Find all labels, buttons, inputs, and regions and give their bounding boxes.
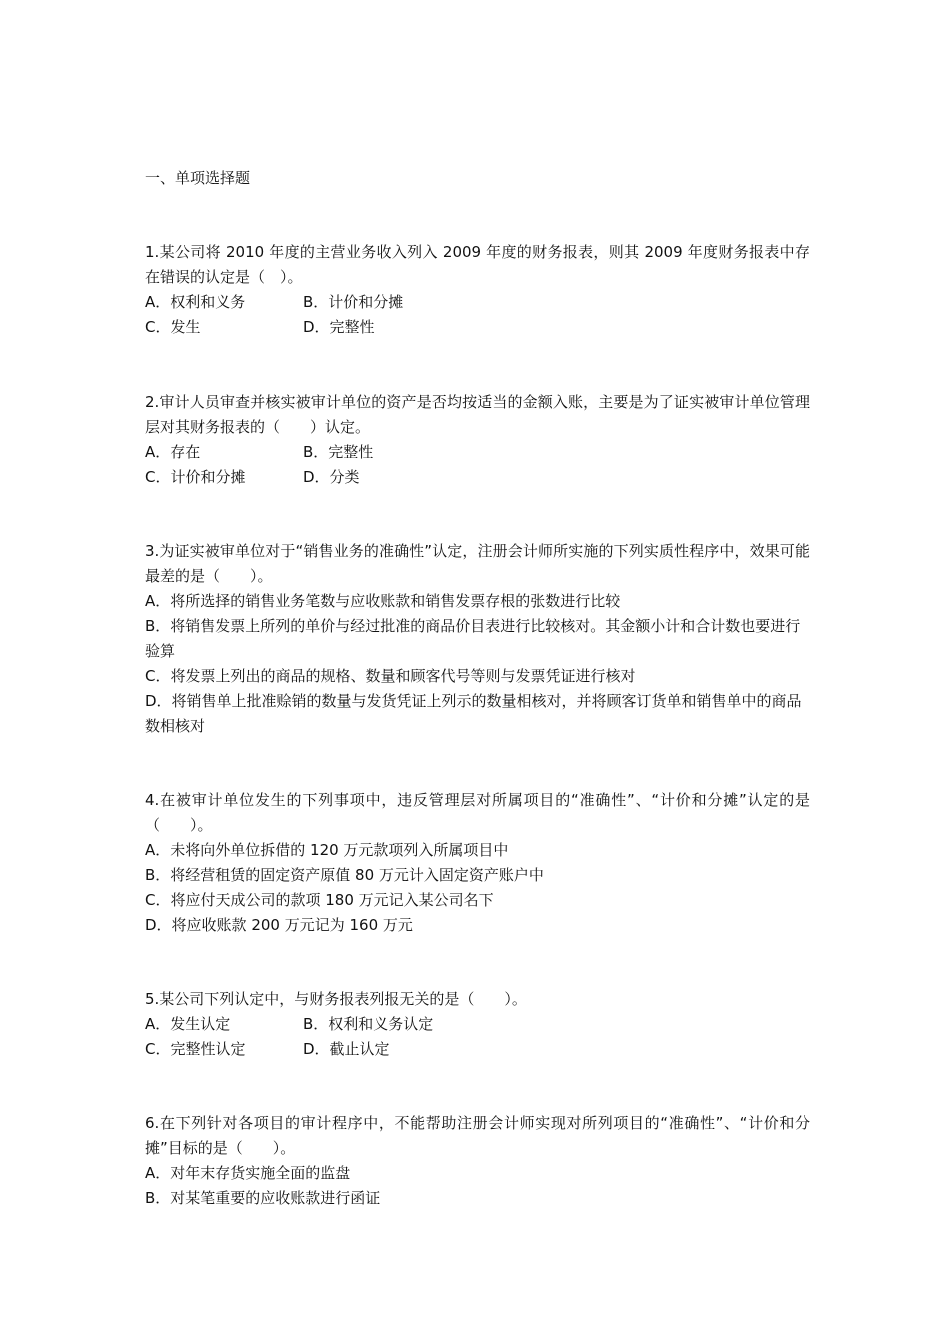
- option-a: A．发生认定: [145, 1015, 231, 1033]
- option-b: B．将经营租赁的固定资产原值 80 万元计入固定资产账户中: [145, 866, 544, 884]
- option-row: [145, 465, 810, 490]
- question-6: [145, 1111, 810, 1211]
- option-d: D．将应收账款 200 万元记为 160 万元: [145, 916, 413, 934]
- option-c: C．计价和分摊: [145, 468, 246, 486]
- question-3: [145, 539, 810, 739]
- section-title: 一、单项选择题: [145, 169, 251, 187]
- option-c: C．完整性认定: [145, 1040, 246, 1058]
- option-a: A．存在: [145, 443, 201, 461]
- question-4: [145, 788, 810, 938]
- option-d: D．将销售单上批准赊销的数量与发货凭证上列示的数量相核对，并将顾客订货单和销售单中的商品数相核对: [145, 692, 802, 735]
- option-a: A．权利和义务: [145, 293, 246, 311]
- question-stem: 1.某公司将 2010 年度的主营业务收入列入 2009 年度的财务报表，则其 2009 年度财务报表中存在错误的认定是（ ）。: [145, 243, 810, 286]
- option-b: B．完整性: [303, 443, 374, 461]
- option-a: A．将所选择的销售业务笔数与应收账款和销售发票存根的张数进行比较: [145, 592, 621, 610]
- option-row: [145, 1037, 810, 1062]
- option-a: A．未将向外单位拆借的 120 万元款项列入所属项目中: [145, 841, 509, 859]
- option-b: B．对某笔重要的应收账款进行函证: [145, 1189, 381, 1207]
- question-2: [145, 390, 810, 490]
- option-b: B．将销售发票上所列的单价与经过批准的商品价目表进行比较核对。其金额小计和合计数也要进行验算: [145, 617, 801, 660]
- option-b: B．计价和分摊: [303, 293, 404, 311]
- question-stem: 3.为证实被审单位对于“销售业务的准确性”认定，注册会计师所实施的下列实质性程序中，效果可能最差的是（ ）。: [145, 542, 810, 585]
- option-row: [145, 1012, 810, 1037]
- option-row: [145, 315, 810, 340]
- option-d: D．分类: [303, 468, 360, 486]
- option-b: B．权利和义务认定: [303, 1015, 434, 1033]
- option-c: C．发生: [145, 318, 201, 336]
- option-d: D．完整性: [303, 318, 375, 336]
- option-row: [145, 290, 810, 315]
- option-c: C．将发票上列出的商品的规格、数量和顾客代号等则与发票凭证进行核对: [145, 667, 636, 685]
- option-row: [145, 440, 810, 465]
- option-a: A．对年末存货实施全面的监盘: [145, 1164, 351, 1182]
- question-5: [145, 987, 810, 1062]
- question-1: [145, 240, 810, 340]
- question-stem: 4.在被审计单位发生的下列事项中，违反管理层对所属项目的“准确性”、“计价和分摊”认定的是（ ）。: [145, 791, 810, 834]
- question-stem: 5.某公司下列认定中，与财务报表列报无关的是（ ）。: [145, 990, 527, 1008]
- option-d: D．截止认定: [303, 1040, 390, 1058]
- question-stem: 2.审计人员审查并核实被审计单位的资产是否均按适当的金额入账，主要是为了证实被审计单位管理层对其财务报表的（ ）认定。: [145, 393, 810, 436]
- question-stem: 6.在下列针对各项目的审计程序中，不能帮助注册会计师实现对所列项目的“准确性”、“计价和分摊”目标的是（ ）。: [145, 1114, 810, 1157]
- option-c: C．将应付天成公司的款项 180 万元记入某公司名下: [145, 891, 494, 909]
